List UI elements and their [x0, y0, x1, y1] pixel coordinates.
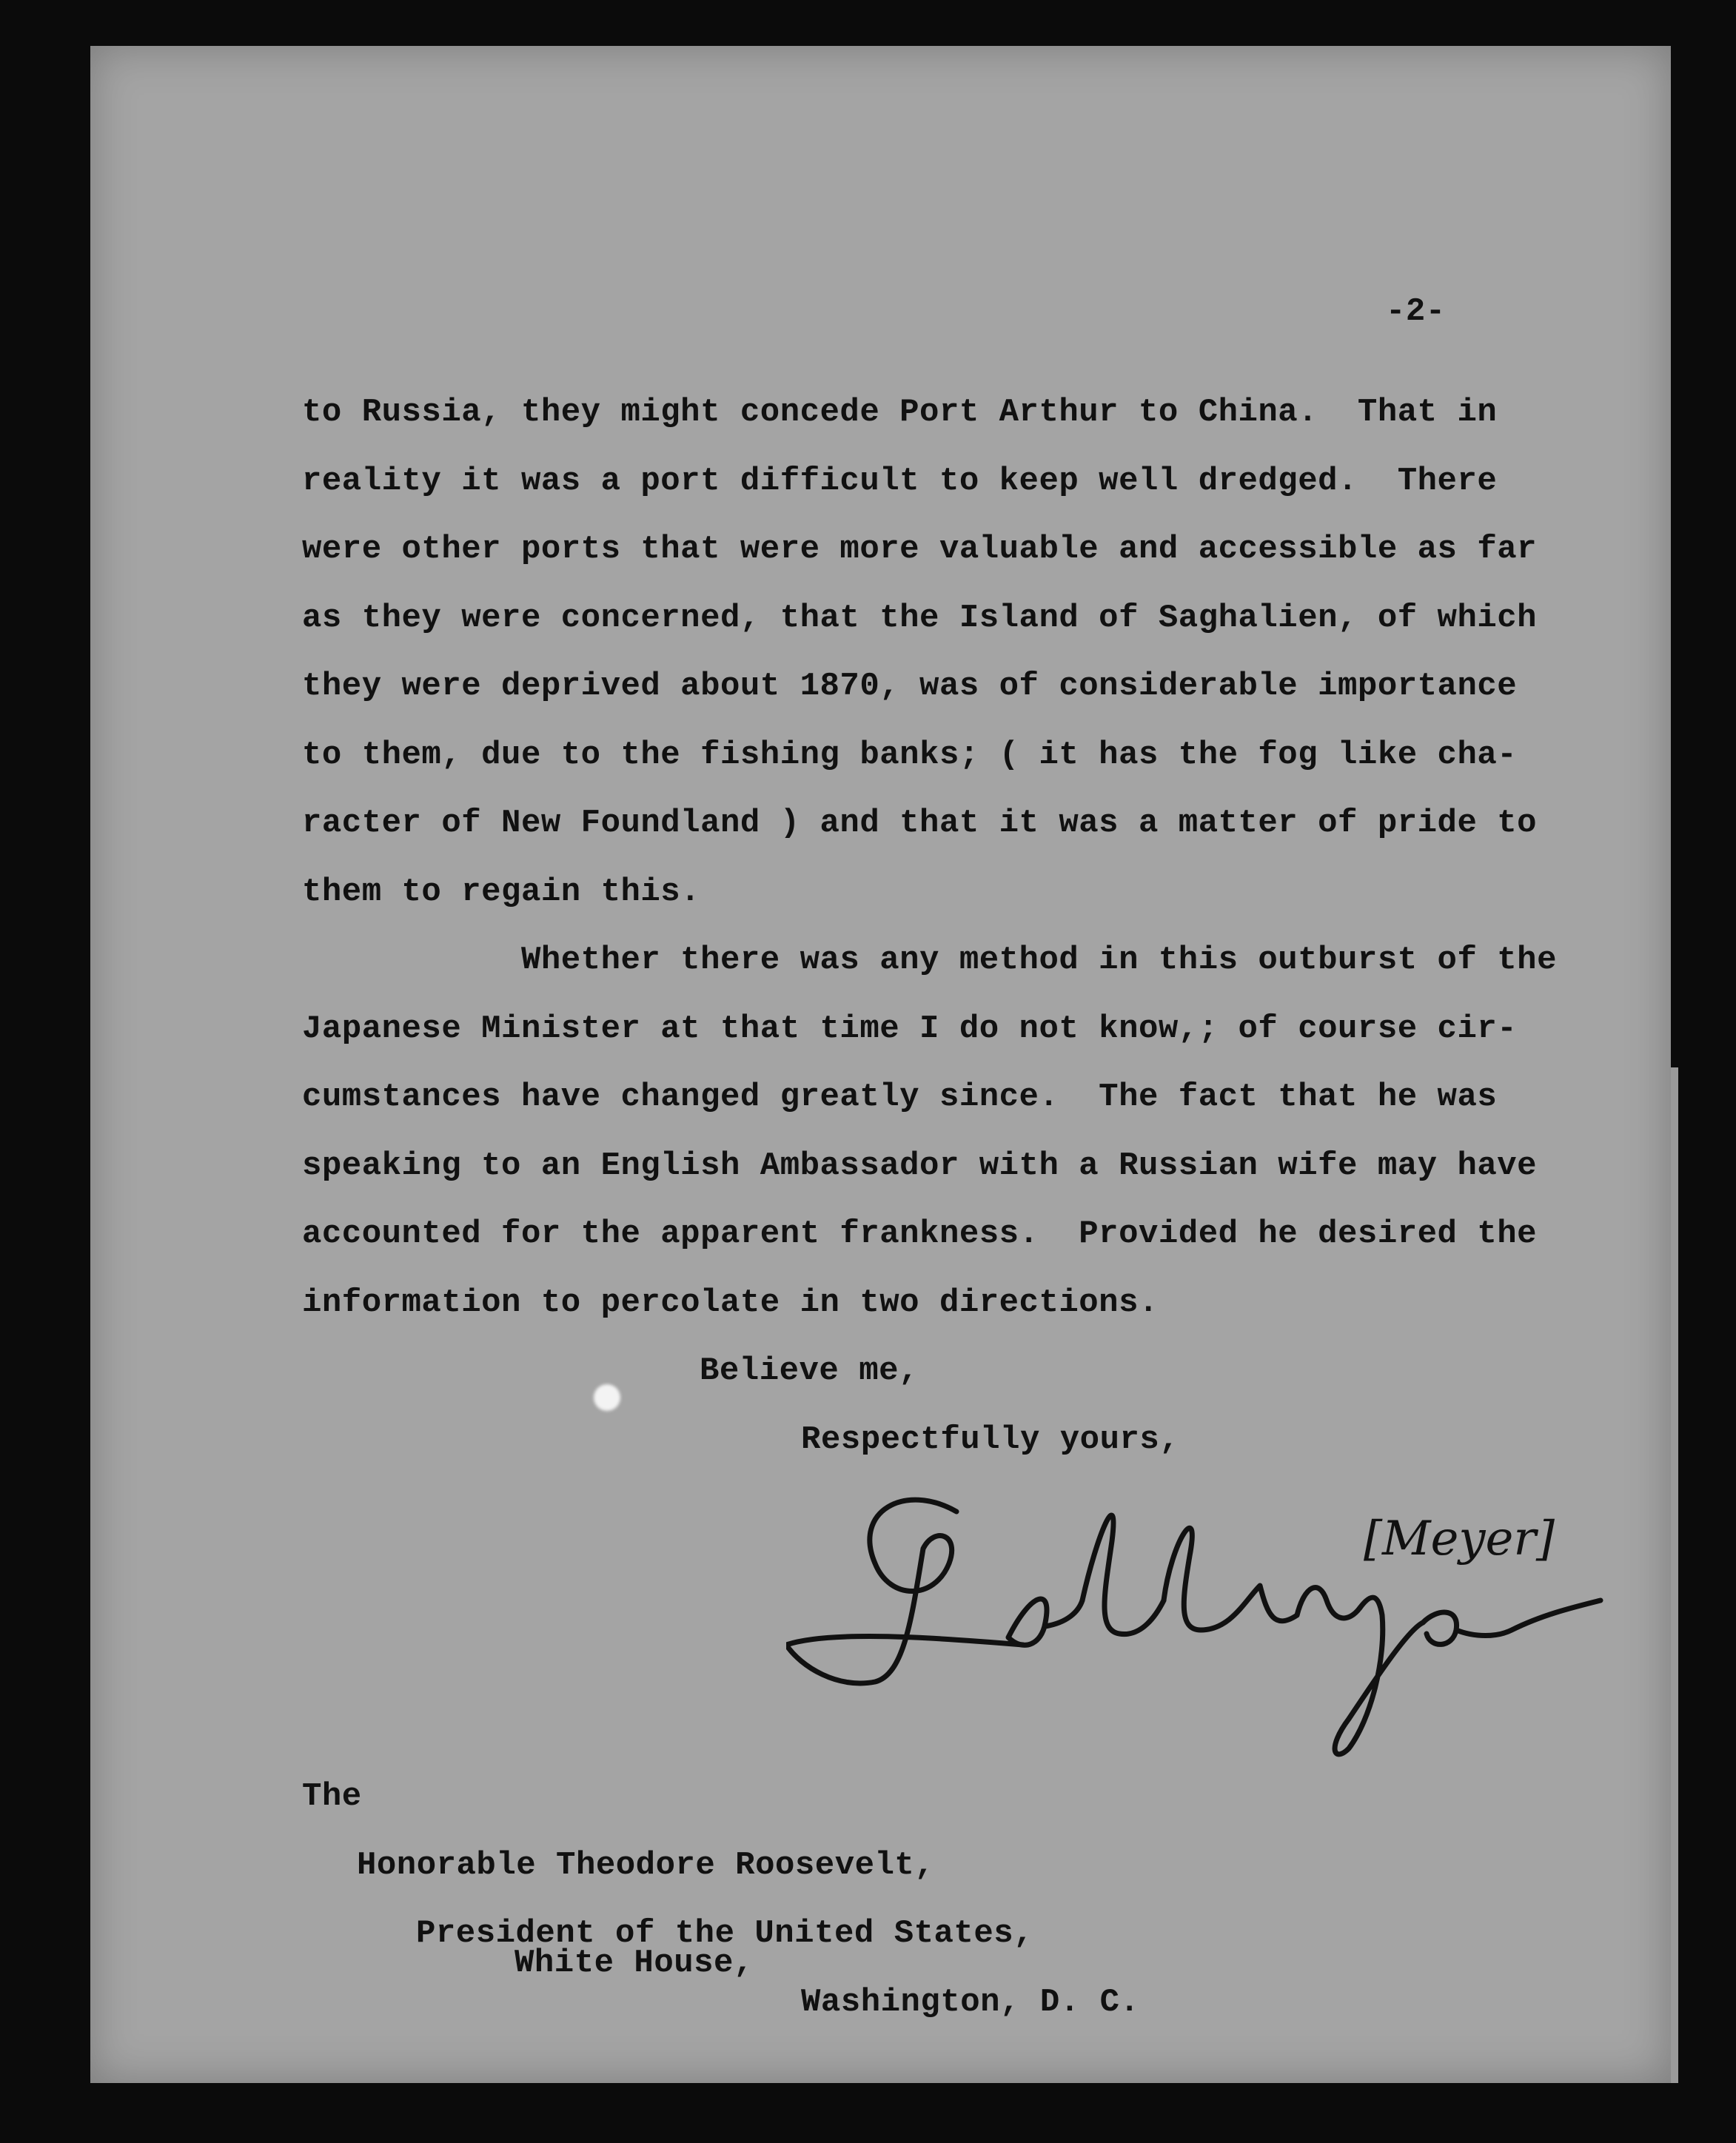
body-line: they were deprived about 1870, was of considerable importance — [302, 668, 1518, 705]
body-line: reality it was a port difficult to keep well dredged. There — [302, 463, 1498, 500]
body-line: to them, due to the fishing banks; ( it has the fog like cha- — [302, 737, 1518, 774]
handwritten-signature — [786, 1452, 1675, 1793]
letter-page — [90, 46, 1671, 2083]
address-line: Honorable Theodore Roosevelt, — [357, 1847, 935, 1884]
body-line: to Russia, they might concede Port Arthur to China. That in — [302, 394, 1498, 431]
body-line: as they were concerned, that the Island of Saghalien, of which — [302, 600, 1538, 637]
address-line: President of the United States, — [416, 1915, 1034, 1952]
valediction: Respectfully yours, — [801, 1421, 1180, 1458]
address-line: White House, — [515, 1945, 754, 1982]
paper-blemish — [594, 1384, 620, 1411]
body-line: speaking to an English Ambassador with a Russian wife may have — [302, 1147, 1538, 1184]
body-line: information to percolate in two directions. — [302, 1284, 1159, 1321]
body-line: were other ports that were more valuable and accessible as far — [302, 531, 1538, 568]
page-number: -2- — [1386, 293, 1446, 330]
body-line: cumstances have changed greatly since. The fact that he was — [302, 1079, 1498, 1116]
body-line: Whether there was any method in this outburst of the — [302, 942, 1557, 979]
body-line: racter of New Foundland ) and that it was a matter of pride to — [302, 805, 1538, 842]
address-line: Washington, D. C. — [801, 1984, 1140, 2021]
body-line: them to regain this. — [302, 873, 701, 910]
body-line: Japanese Minister at that time I do not know,; of course cir- — [302, 1010, 1518, 1047]
address-line: The — [302, 1778, 362, 1815]
body-line: accounted for the apparent frankness. Provided he desired the — [302, 1215, 1538, 1252]
closing: Believe me, — [700, 1352, 919, 1389]
editorial-note: [Meyer] — [1364, 1512, 1555, 1566]
